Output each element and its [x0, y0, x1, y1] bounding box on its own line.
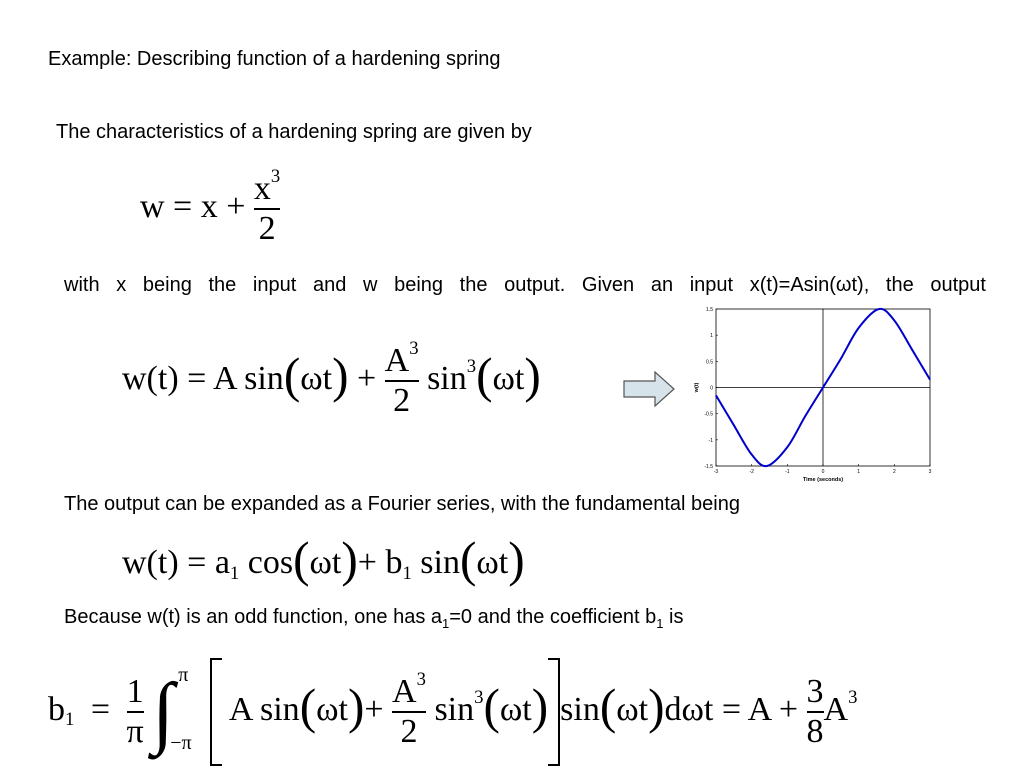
slide-title: Example: Describing function of a hardening spring: [48, 48, 501, 70]
eq4-num-exponent: 3: [416, 669, 426, 691]
right-bracket: [548, 658, 560, 766]
eq4-num2: 3: [806, 673, 824, 710]
equation-b1-integral: b1 = $\frac{1}{\pi}$ ∫ π −π A sin(ωt)+ $\frac{A^3}{2}$ $\sin^3(\omega t) \sin(\omega t)d\omega t = A$ + $\frac{3}{8}$ $A^3$: [48, 658, 857, 766]
y-tick-label: -0.5: [704, 411, 713, 418]
eq4-term1: A sin: [228, 690, 300, 728]
eq3-a-subscript: 1: [229, 562, 240, 584]
eq4-frac-num: 1: [126, 673, 144, 710]
eq4-plus: +: [364, 690, 384, 728]
equation-output: w(t) = A sin(ωt) + $\frac{A^3}{2}$ $\sin^3(\omega t)$: [122, 338, 541, 419]
output-waveform-chart: [690, 302, 940, 487]
input-output-paragraph: with x being the input and w being the output. Given an input x(t)=Asin(ωt), the output: [64, 274, 986, 296]
integral-lower-limit: −π: [170, 732, 192, 754]
eq4-frac-den: π: [126, 713, 144, 750]
right-arrow-icon: [623, 371, 675, 407]
eq4-b-subscript: 1: [65, 709, 75, 731]
eq4-den2: 8: [806, 713, 824, 750]
eq2-fraction: [384, 338, 419, 419]
eq2-fn: sin: [427, 359, 467, 397]
intro-text: The characteristics of a hardening spring are given by: [56, 121, 532, 143]
eq3-arg1: ωt: [309, 544, 342, 581]
y-tick-label: 1.5: [706, 307, 713, 313]
x-tick-label: -2: [749, 469, 754, 475]
eq4-fn: sin: [434, 690, 475, 728]
integral-sign: ∫ π −π: [152, 664, 192, 756]
eq4-b: b: [48, 690, 65, 728]
eq4-A: A: [823, 690, 849, 728]
left-bracket: [210, 658, 222, 766]
eq4-arg3: ωt: [616, 690, 649, 728]
eq2-num-exponent: 3: [409, 338, 419, 360]
odd-text-post: is: [663, 606, 684, 628]
eq4-after-bracket: sin: [560, 690, 600, 728]
odd-text-pre: Because w(t) is an odd function, one has a: [64, 606, 443, 628]
x-tick-label: -3: [713, 469, 719, 475]
eq4-fn-exponent: 3: [474, 686, 484, 708]
y-tick-label: -1.5: [704, 464, 713, 470]
eq4-fraction-a3-over-2: [392, 669, 426, 750]
eq3-plus-b: + b: [357, 544, 403, 581]
eq4-arg1: ωt: [316, 690, 348, 728]
y-tick-label: 0: [710, 385, 713, 392]
x-tick-label: -1: [785, 469, 790, 475]
y-tick-label: 0.5: [706, 359, 713, 366]
eq1-fraction: [253, 166, 281, 247]
eq3-lhs: w(t) = a: [122, 544, 230, 581]
x-tick-label: 1: [857, 469, 861, 475]
eq1-num-exponent: 3: [270, 166, 281, 188]
odd-function-text: [64, 605, 684, 636]
fourier-intro-text: The output can be expanded as a Fourier series, with the fundamental being: [64, 493, 740, 515]
eq3-b-subscript: 1: [402, 562, 412, 584]
equation-fourier-fundamental: w(t) = a1 cos(ωt)+ b1 sin(ωt): [122, 531, 525, 587]
eq2-arg2: ωt: [492, 359, 525, 397]
eq2-plus: +: [356, 359, 377, 397]
eq4-A-exponent: 3: [848, 686, 858, 708]
eq2-lhs: w(t) = A sin: [122, 359, 284, 397]
a-subscript: 1: [442, 616, 450, 631]
y-tick-label: 1: [710, 333, 713, 340]
eq3-cos: cos: [247, 544, 294, 581]
eq1-num: x: [253, 170, 271, 207]
x-tick-label: 0: [821, 469, 825, 475]
eq2-num: A: [384, 342, 410, 379]
eq2-fn-exponent: 3: [466, 355, 477, 377]
equation-spring-characteristic: [140, 166, 281, 247]
eq4-fraction-3-over-8: [807, 675, 824, 749]
eq4-num: A: [392, 673, 417, 710]
integral-upper-limit: π: [178, 664, 189, 686]
eq3-arg2: ωt: [476, 544, 509, 581]
eq1-den: 2: [258, 210, 276, 247]
x-axis-label: Time (seconds): [802, 477, 844, 483]
eq4-fraction-one-over-pi: [127, 675, 144, 749]
eq4-d: dωt = A +: [664, 690, 798, 728]
eq2-arg1: ωt: [300, 359, 333, 397]
eq4-arg2: ωt: [499, 690, 532, 728]
eq2-den: 2: [393, 382, 411, 419]
arrow-shape: [624, 372, 674, 406]
odd-text-mid: =0 and the coefficient b: [449, 606, 657, 628]
eq1-lhs: w = x +: [140, 187, 246, 225]
y-axis-label: w(t): [694, 382, 700, 393]
x-tick-label: 3: [928, 469, 932, 475]
eq4-den: 2: [400, 713, 418, 750]
y-tick-label: -1: [708, 437, 713, 444]
x-tick-label: 2: [892, 469, 896, 475]
b-subscript: 1: [656, 616, 664, 631]
eq3-sin: sin: [420, 544, 460, 581]
eq4-equals: =: [90, 690, 111, 728]
